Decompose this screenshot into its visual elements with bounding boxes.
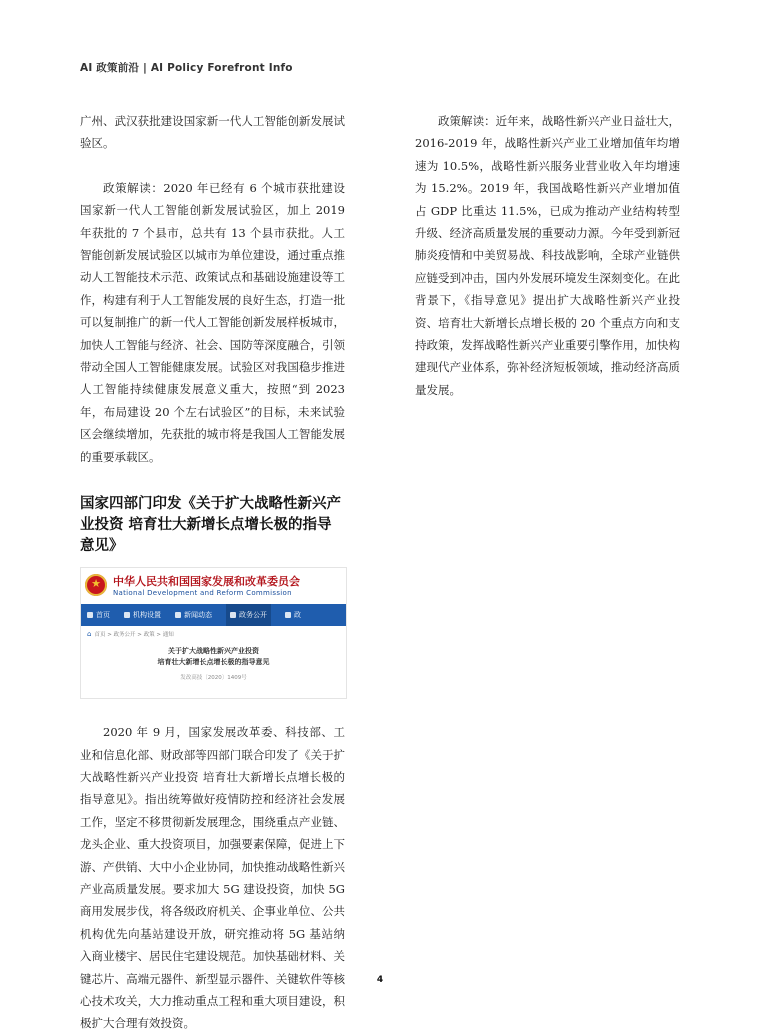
ndrc-doc-title: 关于扩大战略性新兴产业投资 培育壮大新增长点增长极的指导意见 (157, 647, 270, 667)
left-paragraph-2: 政策解读：2020 年已经有 6 个城市获批建设国家新一代人工智能创新发展试验区，加上 2019 年获批的 7 个县市，总共有 13 个县市获批。人工智能创新发展试验区以城市为单位建设，通过重点推动人工智能技术示范、政策试点和基础设施建设等工作，构建有利于人工智能发展的良好生态，打造一批可以复制推广的新一代人工智能创新发展样板城市，加快人工智能与经济、社会、国防等深度融合，引领带动全国人工智能健康发展。试验区对我国稳步推进人工智能持续健康发展意义重大，按照“到 2023 年，布局建设 20 个左右试验区”的目标，未来试验区会继续增加，先获批的城市将是我国人工智能发展的重要承载区。 (80, 180, 345, 464)
gov-affairs-icon (230, 612, 236, 618)
nav-item-policy: 政 (285, 610, 301, 620)
org-icon (124, 612, 130, 618)
left-paragraph-3: 2020 年 9 月，国家发展改革委、科技部、工业和信息化部、财政部等四部门联合印发了《关于扩大战略性新兴产业投资 培育壮大新增长点增长极的指导意见》。指出统筹做好疫情防控和经济社会发展工作，坚定不移贯彻新发展理念，围绕重点产业链、龙头企业、重大投资项目，加强要素保障，促进上下游、产供销、大中小企业协同，加快推动战略性新兴产业高质量发展。要求加大 5G 建设投资，加快 5G 商用发展步伐，将各级政府机关、企事业单位、公共机构优先向基站建设开放，研究推动将 5G 基站纳入商业楼宇、居民住宅建设规范。加快基础材料、关键芯片、高端元器件、新型显示器件、关键软件等核心技术攻关，大力推动重点工程和重大项目建设，积极扩大合理有效投资。 (80, 725, 345, 1031)
section-heading: 国家四部门印发《关于扩大战略性新兴产业投资 培育壮大新增长点增长极的指导意见》 (80, 496, 341, 555)
nav-item-home: 首页 (87, 610, 110, 620)
right-column (415, 110, 680, 401)
home-icon (87, 612, 93, 618)
nav-item-organization: 机构设置 (124, 610, 161, 620)
ndrc-nav-bar (81, 604, 346, 626)
policy-icon (285, 612, 291, 618)
ndrc-site-header (81, 568, 346, 604)
left-column (80, 110, 345, 1035)
ndrc-chinese-name: 中华人民共和国国家发展和改革委员会 (113, 575, 300, 589)
ndrc-website-screenshot (80, 567, 347, 699)
nav-item-news: 新闻动态 (175, 610, 212, 620)
ndrc-english-name: National Development and Reform Commission (113, 589, 292, 598)
national-emblem-icon (85, 574, 107, 596)
page-number: 4 (376, 975, 384, 985)
ndrc-doc-number: 发改高技〔2020〕1409号 (180, 675, 247, 682)
nav-item-gov-affairs: 政务公开 (226, 604, 271, 626)
home-icon: ⌂ (87, 630, 92, 639)
ndrc-breadcrumb: ⌂ 首页 > 政务公开 > 政策 > 通知 (87, 630, 174, 639)
header-brand: AI 政策前沿 | AI Policy Forefront Info (80, 62, 293, 74)
news-icon (175, 612, 181, 618)
left-paragraph-1: 广州、武汉获批建设国家新一代人工智能创新发展试验区。 (80, 114, 345, 151)
right-paragraph-1: 政策解读：近年来，战略性新兴产业日益壮大，2016-2019 年，战略性新兴产业工业增加值年均增速为 10.5%，战略性新兴服务业营业收入年均增速为 15.2%。2019 年，我国战略性新兴产业增加值占 GDP 比重达 11.5%，已成为推动产业结构转型升级、经济高质量发展的重要动力源。今年受到新冠肺炎疫情和中美贸易战、科技战影响，全球产业链供应链受到冲击，国内外发展环境发生深刻变化。在此背景下，《指导意见》提出扩大战略性新兴产业投资、培育壮大新增长点增长极的 20 个重点方向和支持政策，发挥战略性新兴产业重要引擎作用，加快构建现代产业体系，弥补经济短板领域，推动经济高质量发展。 (415, 114, 680, 397)
